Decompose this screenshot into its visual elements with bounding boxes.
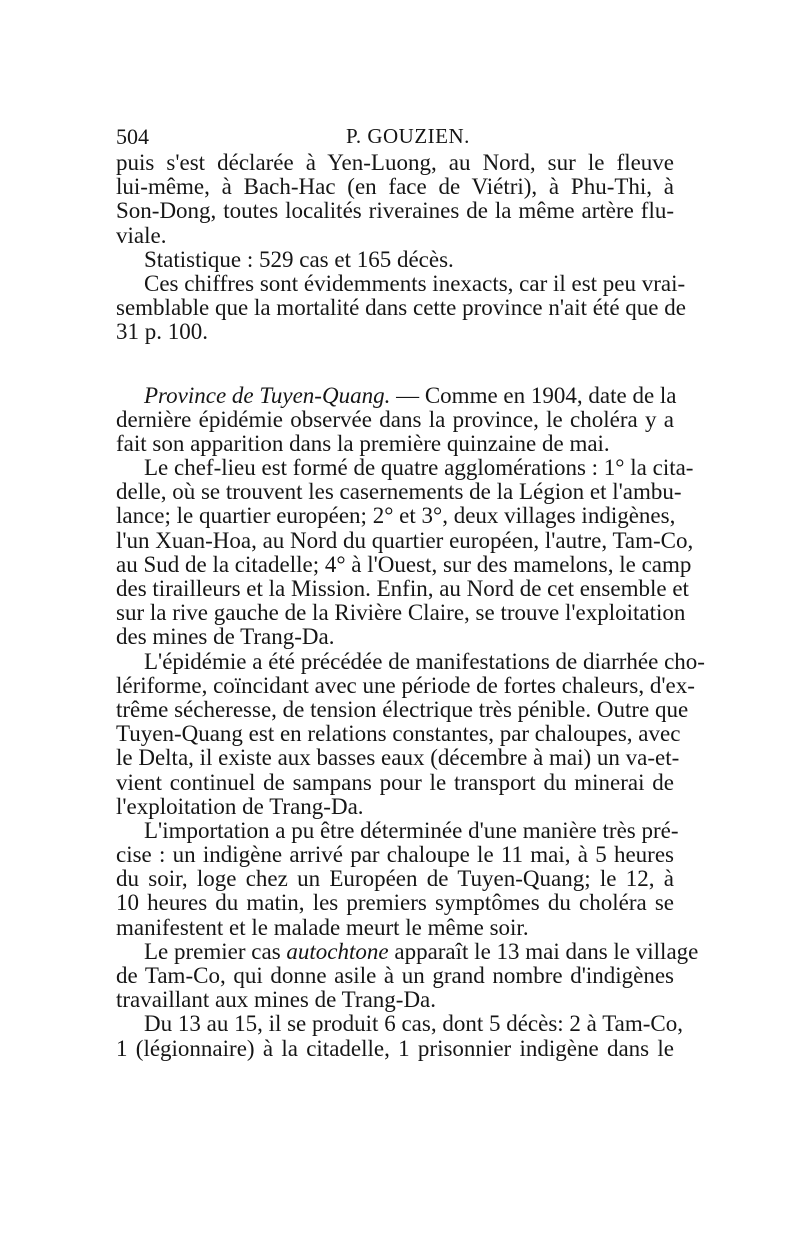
paragraph-5 bbox=[116, 455, 694, 650]
text-line: dernière épidémie observée dans la province, le choléra y a bbox=[116, 406, 674, 432]
text-line: cise : un indigène arrivé par chaloupe le 11 mai, à 5 heures bbox=[116, 842, 674, 868]
text-line: l'un Xuan-Hoa, au Nord du quartier européen, l'autre, Tam-Co, bbox=[116, 527, 694, 553]
text-line: Du 13 au 15, il se produit 6 cas, dont 5 décès: 2 à Tam-Co, bbox=[144, 1011, 684, 1037]
text-line: lance; le quartier européen; 2° et 3°, deux villages indigènes, bbox=[116, 503, 676, 529]
text-fragment: — Comme en 1904, date de la bbox=[390, 382, 677, 408]
text-line: viale. bbox=[116, 222, 167, 248]
text-line: L'épidémie a été précédée de manifestations de diarrhée cho- bbox=[144, 648, 705, 674]
paragraph-6 bbox=[116, 648, 705, 819]
text-line: vient continuel de sampans pour le transport du minerai de bbox=[116, 769, 674, 795]
section-title: Province de Tuyen-Quang. bbox=[144, 382, 391, 408]
emphasis-autochtone: autochtone bbox=[286, 938, 389, 964]
text-line: des mines de Trang-Da. bbox=[116, 624, 335, 650]
text-line: semblable que la mortalité dans cette province n'ait été que de bbox=[116, 295, 686, 321]
text-line: de Tam-Co, qui donne asile à un grand nombre d'indigènes bbox=[116, 963, 674, 988]
text-line: Son-Dong, toutes localités riveraines de la même artère flu- bbox=[116, 198, 674, 224]
running-head: P. GOUZIEN. bbox=[346, 124, 470, 148]
text-line: L'importation a pu être déterminée d'une manière très pré- bbox=[144, 817, 679, 843]
text-line bbox=[116, 382, 677, 408]
text-line: le Delta, il existe aux basses eaux (décembre à mai) un va-et- bbox=[116, 745, 680, 771]
text-line: travaillant aux mines de Trang-Da. bbox=[116, 987, 437, 1013]
paragraph-2 bbox=[116, 248, 674, 272]
text-line: lui-même, à Bach-Hac (en face de Viétri), à Phu-Thi, à bbox=[116, 174, 674, 200]
text-line: Tuyen-Quang est en relations constantes, par chaloupes, avec bbox=[116, 721, 681, 747]
text-line: 10 heures du matin, les premiers symptômes du choléra se bbox=[116, 890, 674, 916]
text-line: des tirailleurs et la Mission. Enfin, au Nord de cet ensemble et bbox=[116, 576, 689, 601]
paragraph-4 bbox=[116, 382, 677, 457]
text-line: 1 (légionnaire) à la citadelle, 1 prisonnier indigène dans le bbox=[116, 1035, 674, 1061]
text-fragment: Le premier cas bbox=[144, 938, 287, 964]
text-line: puis s'est déclarée à Yen-Luong, au Nord, sur le fleuve bbox=[116, 150, 674, 175]
text-line: au Sud de la citadelle; 4° à l'Ouest, sur des mamelons, le camp bbox=[116, 551, 692, 577]
text-line: sur la rive gauche de la Rivière Claire, se trouve l'exploitation bbox=[116, 600, 686, 626]
text-line: fait son apparition dans la première quinzaine de mai. bbox=[116, 430, 610, 456]
page-number: 504 bbox=[116, 124, 149, 149]
text-line: lériforme, coïncidant avec une période de fortes chaleurs, d'ex- bbox=[116, 672, 695, 698]
paragraph-3 bbox=[116, 270, 686, 345]
section-spacer bbox=[116, 345, 674, 384]
text-line: trême sécheresse, de tension électrique très pénible. Outre que bbox=[116, 696, 689, 722]
paragraph-1 bbox=[116, 151, 674, 248]
paragraph-8 bbox=[116, 938, 699, 1013]
text-line: l'exploitation de Trang-Da. bbox=[116, 793, 364, 819]
statistics-line: Statistique : 529 cas et 165 décès. bbox=[144, 246, 454, 272]
paragraph-7 bbox=[116, 817, 679, 940]
text-line: 31 p. 100. bbox=[116, 319, 208, 345]
body-text bbox=[116, 150, 705, 1061]
text-line: delle, où se trouvent les casernements de la Légion et l'ambu- bbox=[116, 479, 682, 505]
paragraph-9 bbox=[116, 1011, 684, 1061]
text-fragment: apparaît le 13 mai dans le village bbox=[388, 938, 699, 964]
text-line: Le chef-lieu est formé de quatre agglomérations : 1° la cita- bbox=[144, 455, 694, 481]
text-line: manifestent et le malade meurt le même soir. bbox=[116, 914, 529, 940]
text-line: du soir, loge chez un Européen de Tuyen-Quang; le 12, à bbox=[116, 866, 674, 892]
text-line bbox=[116, 938, 699, 964]
text-line: Ces chiffres sont évidemments inexacts, car il est peu vrai- bbox=[144, 270, 686, 296]
